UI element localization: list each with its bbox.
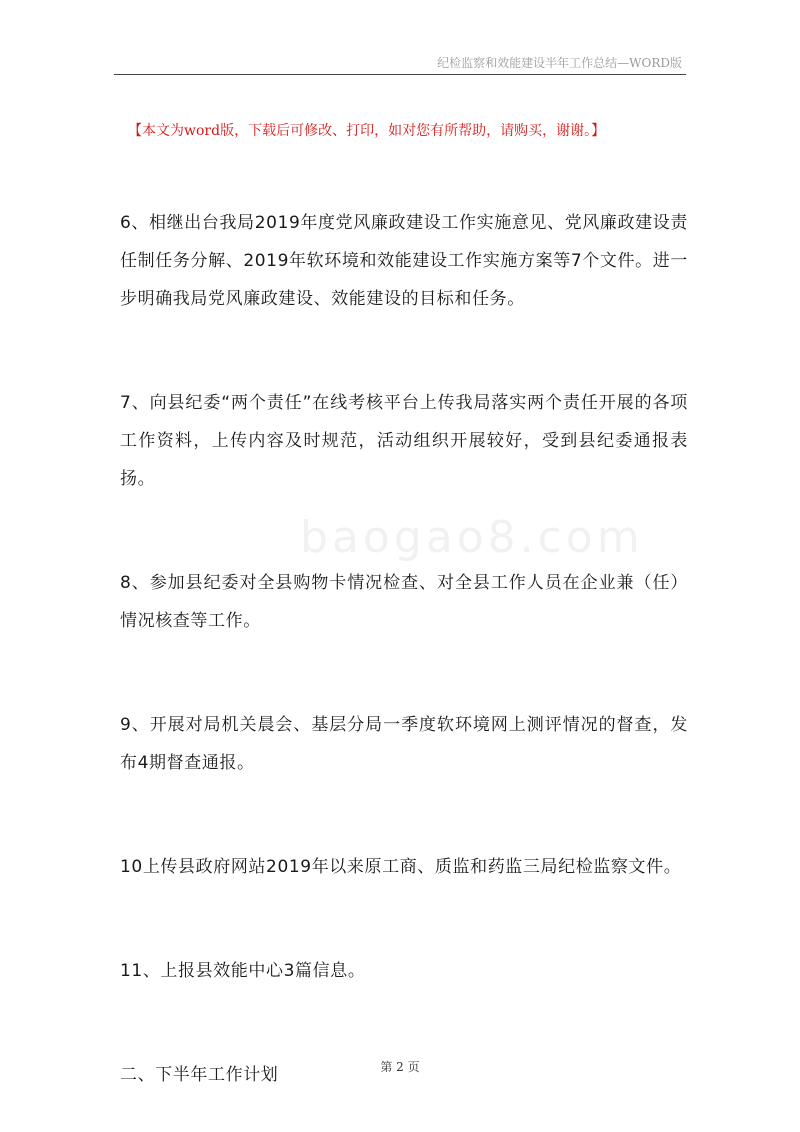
document-header-title: 纪检监察和效能建设半年工作总结—WORD版 xyxy=(437,56,682,70)
paragraph-item-6: 6、相继出台我局2019年度党风廉政建设工作实施意见、党风廉政建设责任制任务分解、2019年软环境和效能建设工作实施方案等7个文件。进一步明确我局党风廉政建设、效能建设的目标和任务。 xyxy=(120,213,688,309)
paragraph-item-8: 8、参加县纪委对全县购物卡情况检查、对全县工作人员在企业兼（任）情况核查等工作。 xyxy=(120,573,688,631)
header-divider xyxy=(114,74,686,75)
paragraph-item-11: 11、上报县效能中心3篇信息。 xyxy=(120,961,366,981)
watermark: baogao8.com xyxy=(300,512,644,563)
paragraph-item-9: 9、开展对局机关晨会、基层分局一季度软环境网上测评情况的督查，发布4期督查通报。 xyxy=(120,715,688,773)
download-notice: 【本文为word版，下载后可修改、打印，如对您有所帮助，请购买，谢谢。】 xyxy=(128,123,606,139)
page-number: 第 2 页 xyxy=(380,1060,420,1074)
paragraph-item-7: 7、向县纪委“两个责任”在线考核平台上传我局落实两个责任开展的各项工作资料，上传内容及时规范，活动组织开展较好，受到县纪委通报表扬。 xyxy=(120,393,688,489)
section-heading: 二、下半年工作计划 xyxy=(120,1065,279,1085)
document-body xyxy=(120,204,688,1094)
paragraph-item-10: 10上传县政府网站2019年以来原工商、质监和药监三局纪检监察文件。 xyxy=(120,857,682,877)
